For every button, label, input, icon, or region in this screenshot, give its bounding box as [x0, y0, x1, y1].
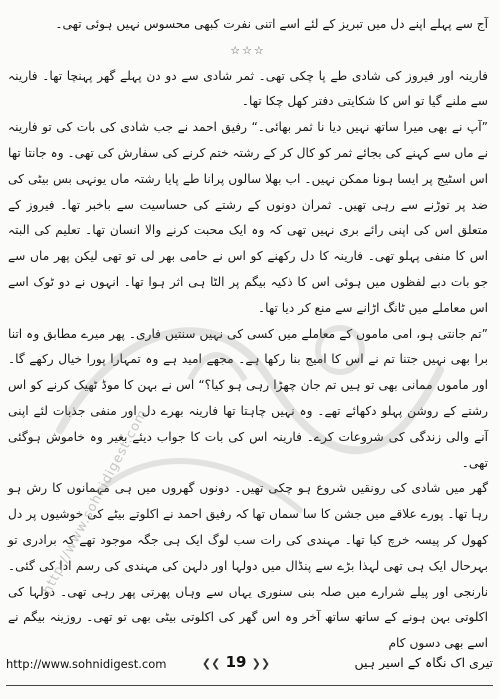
paragraph-1: آج سے پہلے اپنے دل میں تبریز کے لئے اسے اتنی نفرت کبھی محسوس نہیں ہوئی تھی۔: [55, 17, 488, 31]
ornament-left-icon: ❮❮: [201, 657, 221, 670]
page-footer: [6, 645, 493, 693]
page-number-value: 19: [225, 653, 247, 671]
paragraph-2: فارینہ اور فیروز کی شادی طے پا چکی تھی۔ ثمر شادی سے دو دن پہلے گھر پہنچا تھا۔ فارینہ سے ملنے گیا تو اس کا شکایتی دفتر کھل چکا تھا۔: [8, 68, 488, 109]
footer-website-link[interactable]: http://www.sohnidigest.com: [6, 657, 167, 671]
paragraph-4: ”تم جانتی ہو، امی ماموں کے معاملے میں کسی کی نہیں سنتیں فاری۔ پھر میرے مطابق وہ اتنا برا بھی نہیں جتنا تم نے اس کا امیج بنا رکھا ہے۔ مجھے امید ہے وہ تمہارا پورا خیال رکھے گا۔ اور ماموں ممانی بھی تو ہیں تم جان چھڑا رہی ہو کیا؟“ اس نے بہن کا موڈ ٹھیک کرنے کو اس رشتے کے روشن پہلو دکھائے تھے۔ وہ نہیں چاہتا تھا فارینہ بھرے دل اور منفی جذبات لئے اپنی آنے والی زندگی کی شروعات کرے۔ فارینہ اس کی بات کا جواب دیئے بغیر وہ خاموش ہوگئی تھی۔: [8, 326, 488, 470]
section-separator: ☆☆☆: [230, 43, 266, 57]
story-title: تیری اک نگاہ کے اسیر ہیں: [354, 655, 493, 670]
paragraph-5: گھر میں شادی کی رونقیں شروع ہو چکی تھیں۔ دونوں گھروں میں ہی مہمانوں کا رش ہو رہا تھا۔ پورے علاقے میں جشن کا سا سماں تھا کہ رفیق احمد نے اکلوتے بیٹے کی خوشیوں پر دل کھول کر پیسہ خرچ کیا تھا۔ مہندی کی رات سب لوگ ایک ہی جگہ موجود تھے کہ برادری تو بہرحال ایک ہی تھی لہذا بڑے سے پنڈال میں دولہا اور دلہن کی مہندی کی رسم ادا کی گئی۔ نارنجی اور پیلے شرارے میں صلہ بنی سنوری یہاں سے وہاں پھرتی پھر رہی تھی۔ دولہا کی اکلوتی بہن ہونے کے ساتھ ساتھ آخر وہ اس گھر کی اکلوتی بیٹی بھی تو تھی۔ روزینہ بیگم نے اسے بھی دسوں کام: [8, 481, 488, 651]
footer-divider: [6, 685, 493, 686]
ornament-right-icon: ❯❯: [251, 657, 271, 670]
page-number: [196, 653, 276, 671]
paragraph-3: ”آپ نے بھی میرا ساتھ نہیں دیا نا ثمر بھائی۔“ رفیق احمد نے جب شادی کی بات کی تو فارینہ نے ماں سے کہنے کی بجائے ثمر کو کال کر کے رشتہ ختم کرنے کی سفارش کی تھی۔ وہ جانتا تھا اس اسٹیج پر ایسا ہونا ممکن نہیں۔ اب بھلا سالوں پرانا طے پایا رشتہ ماں یونہی بس بیٹی کی ضد پر توڑنے سے رہی تھیں۔ ثمران دونوں کے رشتے کی حساسیت سے باخبر تھا۔ فیروز کے متعلق اس کی اپنی رائے بری نہیں تھی کہ وہ ایک محبت کرنے والا انسان تھا۔ تعلیم کی البتہ اس کا منفی پہلو تھی۔ فارینہ کا دل رکھنے کو اس نے حامی بھر لی تو تھی لیکن پھر ماں سے جو بات دبے لفظوں میں ہوئی اس کا ذکیہ بیگم پر الٹا ہی اثر ہوا تھا۔ انہوں نے دو ٹوک اسے اس معاملے میں ٹانگ اڑانے سے منع کر دیا تھا۔: [8, 120, 488, 315]
watermark-url: http://www.sohnidigest.com: [40, 406, 151, 598]
